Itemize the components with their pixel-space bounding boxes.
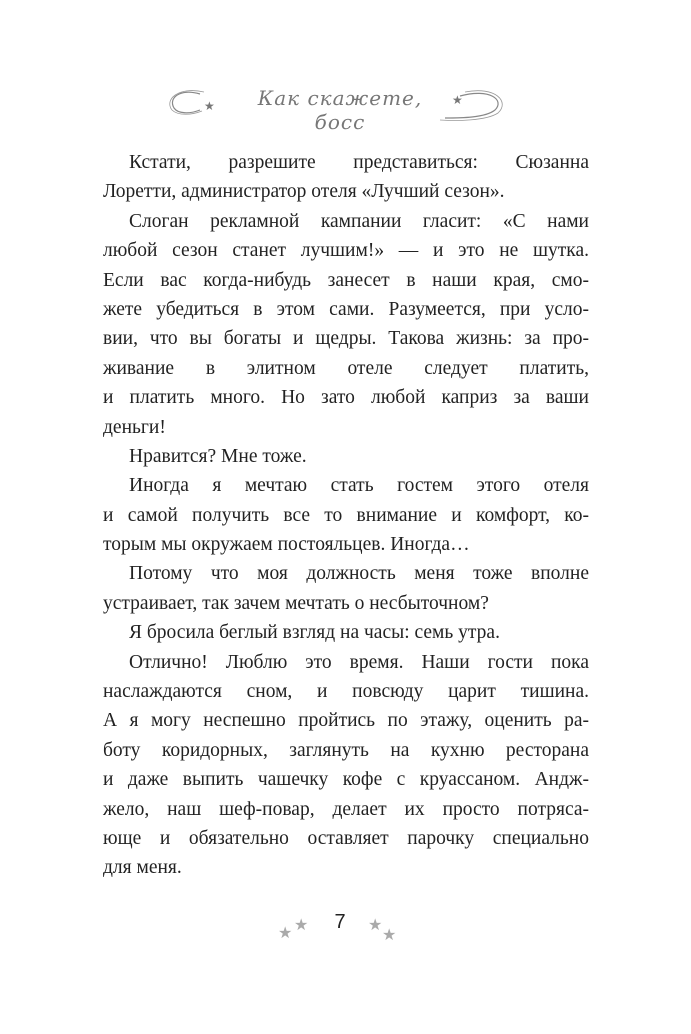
running-header-title: Как скажете, босс xyxy=(257,86,423,134)
text-line: Слоган рекламной кампании гласит: «С нами xyxy=(129,210,589,232)
text-line: юще и обязательно оставляет парочку специально xyxy=(103,827,589,849)
text-line: и самой получить все то внимание и комфорт, ко- xyxy=(103,504,589,526)
page-number: 7 xyxy=(334,911,346,933)
text-line: Если вас когда-нибудь занесет в наши края, смо- xyxy=(103,269,589,291)
star-icon: ★ xyxy=(278,925,293,942)
text-line: живание в элитном отеле следует платить, xyxy=(103,357,589,379)
text-line: и платить много. Но зато любой каприз за ваши xyxy=(103,387,589,409)
text-line: для меня. xyxy=(103,857,182,879)
star-icon: ★ xyxy=(368,917,383,934)
page-footer xyxy=(270,905,410,945)
text-line: Отлично! Люблю это время. Наши гости пока xyxy=(129,651,589,673)
text-line: вии, что вы богаты и щедры. Такова жизнь: за про- xyxy=(103,328,589,350)
running-header xyxy=(160,80,520,134)
text-line: А я могу неспешно пройтись по этажу, оценить ра- xyxy=(103,710,589,732)
svg-text:★: ★ xyxy=(452,93,463,107)
star-icon: ★ xyxy=(294,917,309,934)
text-line: устраивает, так зачем мечтать о несбыточном? xyxy=(103,592,489,614)
text-line: Иногда я мечтаю стать гостем этого отеля xyxy=(129,475,589,497)
text-line: Лоретти, администратор отеля «Лучший сезон». xyxy=(103,181,505,203)
text-line: жете убедиться в этом сами. Разумеется, при усло- xyxy=(103,298,589,320)
text-line: боту коридорных, заглянуть на кухню ресторана xyxy=(103,739,589,761)
text-line: торым мы окружаем постояльцев. Иногда… xyxy=(103,534,470,556)
text-line: Я бросила беглый взгляд на часы: семь утра. xyxy=(129,622,500,644)
text-line: Кстати, разрешите представиться: Сюзанна xyxy=(129,152,589,173)
body-text xyxy=(103,148,589,883)
text-line: Потому что моя должность меня тоже вполне xyxy=(129,563,589,585)
svg-text:★: ★ xyxy=(204,99,215,113)
text-line: Нравится? Мне тоже. xyxy=(129,445,307,467)
text-line: и даже выпить чашечку кофе с круассаном. Андж- xyxy=(103,769,589,791)
text-line: жело, наш шеф-повар, делает их просто потряса- xyxy=(103,798,589,820)
text-line: наслаждаются сном, и повсюду царит тишина. xyxy=(103,681,589,703)
text-line: деньги! xyxy=(103,416,166,438)
text-line: любой сезон станет лучшим!» — и это не шутка. xyxy=(103,240,589,262)
star-icon: ★ xyxy=(382,927,397,944)
